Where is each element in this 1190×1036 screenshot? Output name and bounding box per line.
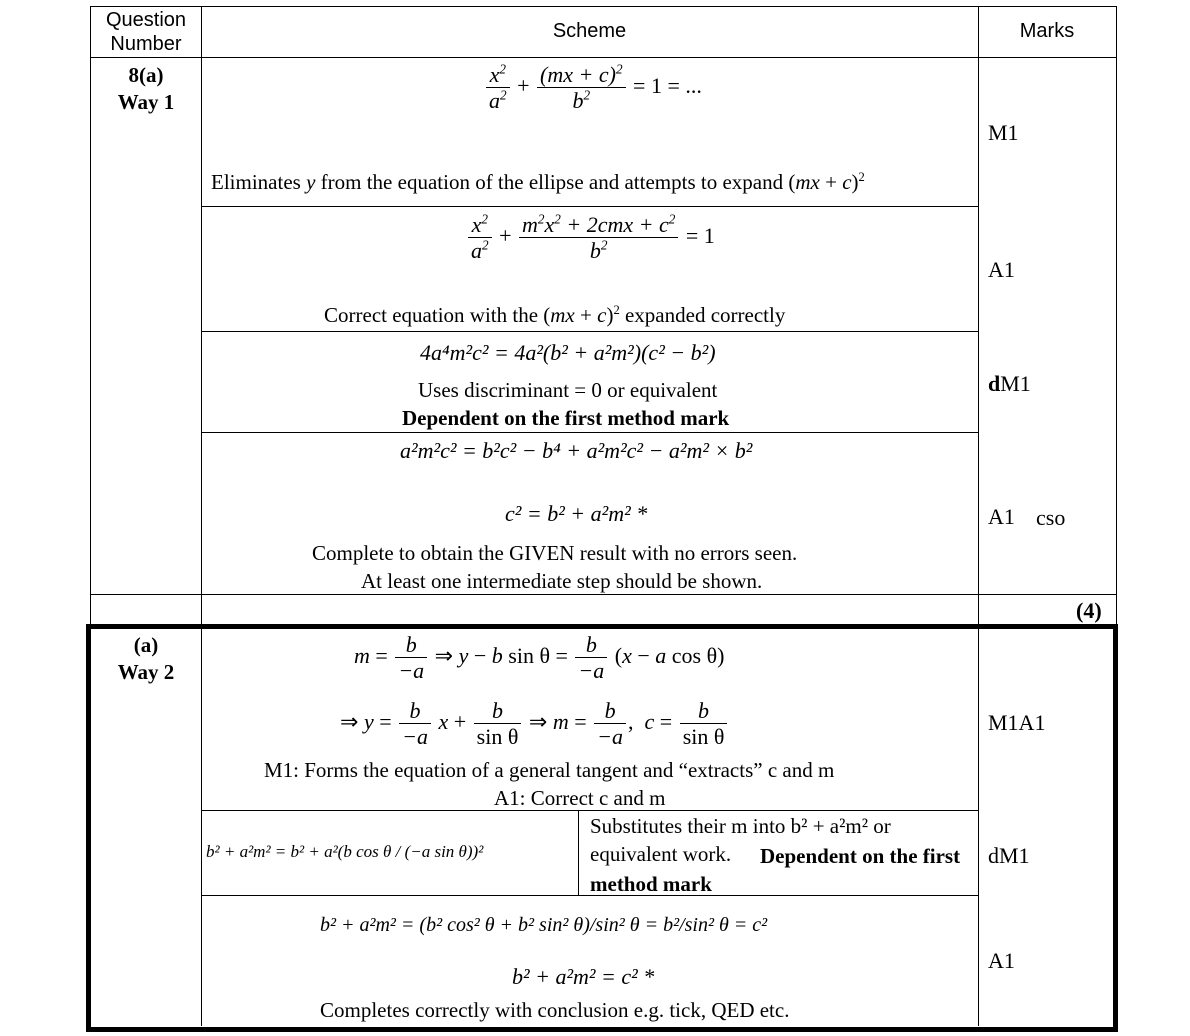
row-divider bbox=[201, 331, 978, 332]
way1-row2-mark: A1 bbox=[988, 257, 1015, 282]
way2-row3-equation2: b² + a²m² = c² * bbox=[512, 964, 655, 989]
way1-row3-equation: 4a⁴m²c² = 4a²(b² + a²m²)(c² − b²) bbox=[420, 340, 716, 365]
way1-row1-note: Eliminates y from the equation of the ellipse and attempts to expand (mx + c)$^2$ bbox=[211, 170, 865, 194]
way1-row3-note: Uses discriminant = 0 or equivalent bbox=[418, 378, 718, 402]
way2-row1-mark: M1A1 bbox=[988, 710, 1046, 735]
table-top-border bbox=[90, 6, 1116, 7]
way1-row3-note-bold: Dependent on the first method mark bbox=[402, 406, 730, 430]
way1-question bbox=[91, 62, 201, 116]
row-divider bbox=[201, 432, 978, 433]
way2-row2-mark: dM1 bbox=[988, 843, 1030, 868]
way1-row4-equation2: c² = b² + a²m² * bbox=[505, 501, 648, 526]
way2-row2-note-bold: Dependent on the first method mark bbox=[590, 844, 961, 896]
way-label: Way 2 bbox=[117, 660, 175, 684]
header-question-number bbox=[91, 8, 201, 56]
way2-row2-note1: Substitutes their m into b² + a²m² or bbox=[590, 814, 891, 838]
way2-question bbox=[91, 632, 201, 686]
way1-row4-equation1: a²m²c² = b²c² − b⁴ + a²m²c² − a²m² × b² bbox=[400, 438, 753, 463]
way2-row2-equation: b² + a²m² = b² + a²(b cos θ / (−a sin θ))² bbox=[206, 842, 484, 861]
way2-row1-eq-line1: m = $\frac{b}{-a}$ ⇒ y − b sin θ = $\frac{b}{-a}$ (x − a cos θ) bbox=[354, 632, 725, 684]
way2-row3-mark: A1 bbox=[988, 948, 1015, 973]
header-marks: Marks bbox=[1019, 20, 1075, 42]
way-label: Way 1 bbox=[117, 90, 175, 114]
way1-row1-equation: $\frac{x^2}{a^2}$ + $\frac{(mx + c)^2}{b^2}$ = 1 = ... bbox=[484, 62, 702, 114]
way2-row2-note2: equivalent work. bbox=[590, 842, 732, 866]
question-number-label: 8(a) bbox=[128, 63, 164, 87]
way1-row4-note2: At least one intermediate step should be shown. bbox=[361, 569, 763, 593]
question-number-label: (a) bbox=[133, 633, 159, 657]
way1-row4-mark: A1 bbox=[988, 504, 1015, 529]
way1-row1-mark: M1 bbox=[988, 120, 1019, 145]
header-question-line2: Number bbox=[110, 33, 182, 55]
way2-row1-eq-line2: ⇒ y = $\frac{b}{-a}$ x + $\frac{b}{\text{sin θ}}$ ⇒ m = $\frac{b}{-a}$ , c = $\frac{b}{\text{sin θ}}$ bbox=[340, 698, 729, 750]
way1-row4-mark-extra: cso bbox=[1036, 505, 1066, 530]
way1-row2-equation: $\frac{x^2}{a^2}$ + $\frac{m^2x^2 + 2cmx + c^2}{b^2}$ = 1 bbox=[466, 212, 715, 264]
row-divider bbox=[90, 594, 1116, 595]
way1-row2-note: Correct equation with the (mx + c)$^2$ expanded correctly bbox=[324, 303, 786, 327]
row-divider bbox=[201, 206, 978, 207]
way1-total: (4) bbox=[1076, 598, 1102, 623]
way1-row3-mark: dM1 bbox=[988, 371, 1031, 396]
header-scheme: Scheme bbox=[552, 20, 627, 42]
way2-row3-note: Completes correctly with conclusion e.g. tick, QED etc. bbox=[320, 998, 790, 1022]
way2-row1-note1: M1: Forms the equation of a general tangent and “extracts” c and m bbox=[264, 758, 835, 782]
way1-row4-note1: Complete to obtain the GIVEN result with no errors seen. bbox=[312, 541, 798, 565]
way2-row3-equation1: b² + a²m² = (b² cos² θ + b² sin² θ)/sin² θ = b²/sin² θ = c² bbox=[320, 914, 768, 936]
header-question-line1: Question bbox=[105, 9, 187, 31]
header-divider bbox=[90, 57, 1116, 58]
column-border bbox=[1116, 6, 1117, 626]
way2-row1-note2: A1: Correct c and m bbox=[494, 786, 666, 810]
